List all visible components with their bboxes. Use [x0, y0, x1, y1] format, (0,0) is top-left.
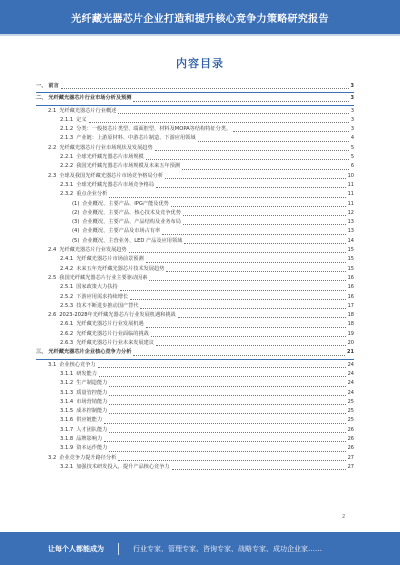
toc-entry-number: 2.5.3	[60, 302, 74, 309]
toc-entry[interactable]	[36, 361, 354, 370]
toc-entry[interactable]	[36, 227, 354, 236]
toc-entry-title: 生产制造能力	[76, 380, 108, 387]
toc-entry-title: 加强技术研发投入，提升产品核心竞争力	[76, 463, 170, 470]
toc-dot-leader	[183, 224, 346, 225]
toc-entry-title: 企业核心竞争力	[59, 361, 96, 368]
toc-entry-title: 国家政策大力扶持	[76, 284, 118, 291]
toc-entry-title: 全球光纤藏光器芯片市场竞争格局	[76, 181, 155, 188]
toc-entry-page: 24	[347, 389, 354, 396]
toc-entry-page: 3	[350, 95, 354, 102]
toc-entry-title: 成本控制能力	[76, 408, 108, 415]
toc-entry-page: 15	[347, 247, 354, 254]
toc-entry[interactable]	[36, 255, 354, 264]
toc-dot-leader	[155, 150, 349, 151]
toc-entry[interactable]	[36, 416, 354, 425]
toc-dot-leader	[146, 159, 349, 160]
toc-entry-number: 3.1.2	[60, 380, 74, 387]
toc-entry-number: 2.3	[48, 172, 57, 179]
toc-entry-number: 3.1.7	[60, 426, 74, 433]
toc-entry-number: 3.1	[48, 361, 57, 368]
toc-entry[interactable]	[36, 339, 354, 348]
toc-entry-number: 3.2.1	[60, 463, 74, 470]
toc-entry-page: 17	[347, 302, 354, 309]
toc-dot-leader	[156, 187, 346, 188]
toc-entry-page: 3	[350, 126, 354, 133]
toc-entry-page: 15	[347, 265, 354, 272]
toc-entry[interactable]	[36, 181, 354, 190]
toc-entry-title: 企业概况、主营业务、LED 产品及应用领域	[82, 237, 183, 244]
toc-entry-title: 光纤藏光器芯片行业面临的挑战	[76, 330, 149, 337]
toc-dot-leader	[109, 413, 345, 414]
toc-entry-page: 27	[347, 454, 354, 461]
toc-entry-page: 13	[347, 219, 354, 226]
toc-entry-page: 16	[347, 284, 354, 291]
toc-entry-number: 3.1.3	[60, 389, 74, 396]
toc-entry-page: 18	[347, 312, 354, 319]
toc-dot-leader	[109, 451, 345, 452]
toc-entry-title: 企业概况、主要产品、核心技术及竞争优势	[82, 209, 181, 216]
toc-entry-title: 2023-2028年光纤藏光器芯片行业发展机遇和挑战	[59, 312, 176, 319]
toc-entry-page: 16	[347, 274, 354, 281]
report-footer	[0, 532, 400, 565]
toc-entry[interactable]	[36, 274, 354, 283]
toc-entry-title: 定义	[76, 116, 87, 123]
toc-entry-number: (3)	[72, 219, 80, 226]
toc-entry-title: 技术不断进步推动国产替代	[76, 302, 139, 309]
toc-entry-title: 我国光纤藏光器芯片市场规模及未来五年预测	[76, 163, 180, 170]
toc-entry[interactable]	[36, 426, 354, 435]
toc-entry-page: 5	[350, 154, 354, 161]
toc-entry-page: 6	[350, 163, 354, 170]
toc-entry[interactable]	[36, 444, 354, 453]
toc-dot-leader	[133, 355, 345, 356]
report-title: 光纤藏光器芯片企业打造和提升核心竞争力策略研究报告	[71, 13, 329, 25]
toc-entry-title: 光纤藏光器芯片企业核心竞争力分析	[48, 349, 132, 356]
toc-entry[interactable]	[36, 144, 354, 153]
toc-entry-title: 质量管控能力	[76, 389, 108, 396]
toc-dot-leader	[165, 178, 346, 179]
toc-entry[interactable]	[36, 172, 354, 181]
toc-entry-page: 24	[347, 361, 354, 368]
toc-dot-leader	[182, 169, 349, 170]
toc-entry[interactable]	[36, 454, 354, 463]
toc-entry-number: 2.1	[48, 107, 57, 114]
toc-dot-leader	[109, 386, 345, 387]
toc-dot-leader	[104, 423, 345, 424]
toc-entry-title: 光纤藏光器芯片行业概述	[59, 107, 117, 114]
toc-entry-number: 2.3.1	[60, 181, 74, 188]
toc-entry[interactable]	[36, 200, 354, 209]
toc-dot-leader	[118, 460, 345, 461]
table-of-contents	[36, 82, 354, 472]
toc-entry-title: 企业竞争力提升路径分析	[59, 454, 117, 461]
toc-entry-page: 12	[347, 209, 354, 216]
toc-entry[interactable]	[36, 134, 354, 143]
toc-entry[interactable]	[36, 389, 354, 398]
toc-entry-page: 20	[347, 340, 354, 347]
toc-entry-number: 2.5.2	[60, 293, 74, 300]
toc-entry-number: 3.1.4	[60, 398, 74, 405]
toc-entry[interactable]	[36, 330, 354, 339]
toc-entry[interactable]	[36, 311, 354, 320]
toc-dot-leader	[133, 101, 348, 102]
toc-dot-leader	[178, 317, 346, 318]
toc-entry-number: 3.1.9	[60, 445, 74, 452]
toc-entry-title: 分类：一般按芯片类型、端面腔型、材料及MOPA等结构特征分类。	[76, 126, 232, 133]
toc-entry-page: 11	[347, 200, 354, 207]
toc-entry-page: 18	[347, 321, 354, 328]
toc-entry-page: 21	[347, 349, 354, 356]
toc-dot-leader	[99, 376, 346, 377]
toc-entry-number: 2.2.1	[60, 154, 74, 161]
toc-entry-title: 光纤藏光器芯片行业市场现状及发展趋势	[59, 144, 153, 151]
toc-entry-page: 3	[350, 83, 354, 89]
toc-entry[interactable]	[36, 398, 354, 407]
toc-entry-page: 13	[347, 228, 354, 235]
toc-dot-leader	[140, 308, 345, 309]
toc-entry-number: 2.5.1	[60, 284, 74, 291]
section-rule	[36, 92, 354, 93]
footer-slogan: 让每个人都能成为	[48, 544, 104, 553]
toc-entry-page: 3	[350, 107, 354, 114]
toc-dot-leader	[156, 345, 346, 346]
report-header	[0, 0, 400, 34]
toc-entry-page: 25	[347, 417, 354, 424]
toc-entry[interactable]	[36, 218, 354, 227]
toc-entry-title: 市场营销能力	[76, 398, 108, 405]
toc-entry-number: 2.6.3	[60, 340, 74, 347]
toc-dot-leader	[130, 299, 346, 300]
toc-entry-title: 光纤藏光器芯片行业发展机遇	[76, 321, 144, 328]
toc-entry-number: (4)	[72, 228, 80, 235]
toc-entry-number: 2.4.1	[60, 256, 74, 263]
toc-entry-number: 2.6	[48, 312, 57, 319]
toc-entry-title: 光纤藏光器芯片行业发展趋势	[59, 247, 127, 254]
toc-dot-leader	[98, 367, 346, 368]
toc-entry[interactable]	[36, 94, 354, 103]
toc-entry-page: 26	[347, 445, 354, 452]
toc-entry-title: 全球及我国光纤藏光器芯片市场竞争格局分析	[59, 172, 164, 179]
toc-entry-title: 企业概况、主要产品、产品结构及业务布局	[82, 219, 181, 226]
toc-entry-page: 14	[347, 237, 354, 244]
toc-entry-page: 25	[347, 398, 354, 405]
toc-entry[interactable]	[36, 302, 354, 311]
toc-dot-leader	[61, 88, 349, 89]
section-rule	[36, 359, 354, 360]
toc-entry[interactable]	[36, 246, 354, 255]
toc-entry[interactable]	[36, 348, 354, 357]
toc-entry-number: 2.5	[48, 274, 57, 281]
toc-dot-leader	[172, 469, 346, 470]
toc-heading: 内容目录	[176, 57, 224, 70]
toc-entry[interactable]	[36, 435, 354, 444]
toc-entry-page: 19	[347, 330, 354, 337]
toc-entry-number: (5)	[72, 237, 80, 244]
toc-entry-title: 资本运作能力	[76, 445, 108, 452]
toc-entry[interactable]	[36, 237, 354, 246]
toc-entry-number: 2.6.2	[60, 330, 74, 337]
toc-entry[interactable]	[36, 116, 354, 125]
toc-dot-leader	[109, 395, 345, 396]
toc-entry[interactable]	[36, 379, 354, 388]
toc-entry-page: 25	[347, 408, 354, 415]
toc-entry-number: 2.1.1	[60, 116, 74, 123]
toc-entry-page: 3	[350, 116, 354, 123]
toc-entry-title: 光纤藏光器芯片市场前景预测	[76, 256, 144, 263]
toc-entry-title: 人才团队能力	[76, 426, 108, 433]
toc-entry-number: 2.2.2	[60, 163, 74, 170]
toc-entry[interactable]	[36, 320, 354, 329]
toc-dot-leader	[146, 327, 346, 328]
toc-dot-leader	[118, 113, 348, 114]
toc-entry-page: 11	[347, 191, 354, 198]
toc-entry-title: 企业概况、主要产品及市场占有率	[82, 228, 161, 235]
toc-entry[interactable]	[36, 153, 354, 162]
toc-entry[interactable]	[36, 407, 354, 416]
toc-entry-title: 前言	[48, 83, 59, 89]
toc-entry-title: 全球光纤藏光器芯片市场规模	[76, 154, 144, 161]
toc-dot-leader	[233, 131, 349, 132]
toc-entry-page: 4	[350, 135, 354, 142]
toc-entry-number: 2.4	[48, 247, 57, 254]
toc-dot-leader	[162, 234, 345, 235]
toc-entry-number: 3.1.1	[60, 370, 74, 377]
toc-dot-leader	[104, 441, 345, 442]
toc-entry-number: 3.1.5	[60, 408, 74, 415]
toc-entry[interactable]	[36, 463, 354, 472]
toc-entry-number: 2.2	[48, 144, 57, 151]
toc-entry-number: 2.4.2	[60, 265, 74, 272]
toc-entry-title: 研发能力	[76, 370, 97, 377]
toc-entry[interactable]	[36, 293, 354, 302]
toc-entry[interactable]	[36, 209, 354, 218]
toc-entry-number: 3.1.8	[60, 435, 74, 442]
toc-dot-leader	[109, 404, 345, 405]
toc-entry-title: 供应链能力	[76, 417, 103, 424]
toc-dot-leader	[166, 271, 345, 272]
toc-entry-number: 2.6.1	[60, 321, 74, 328]
toc-entry-number: 一、	[36, 83, 47, 89]
toc-dot-leader	[120, 290, 346, 291]
toc-dot-leader	[183, 215, 346, 216]
toc-entry-title: 企业概况、主要产品、IPG产能及优势	[82, 200, 169, 207]
toc-entry-page: 26	[347, 426, 354, 433]
toc-entry[interactable]	[36, 125, 354, 134]
toc-entry[interactable]	[36, 265, 354, 274]
toc-entry-page: 24	[347, 370, 354, 377]
toc-entry-title: 下游应用需求持续增长	[76, 293, 129, 300]
toc-entry-page: 15	[347, 256, 354, 263]
toc-entry-title: 光纤藏光器芯片行业未来发展建议	[76, 340, 155, 347]
footer-tagline: 行业专家、管理专家、咨询专家、战略专家、成功企业家……	[133, 544, 322, 553]
toc-dot-leader	[198, 141, 349, 142]
footer-divider	[118, 543, 119, 555]
toc-dot-leader	[129, 252, 346, 253]
toc-dot-leader	[89, 122, 349, 123]
toc-entry-title: 未来五年光纤藏光器芯片技术发展趋势	[76, 265, 165, 272]
toc-dot-leader	[109, 197, 345, 198]
toc-entry-title: 我国光纤藏光器芯片行业主要驱动因素	[59, 274, 148, 281]
toc-entry-number: 2.1.3	[60, 135, 74, 142]
toc-entry-page: 5	[350, 144, 354, 151]
toc-dot-leader	[149, 280, 345, 281]
toc-entry-page: 24	[347, 380, 354, 387]
toc-entry-page: 11	[347, 181, 354, 188]
toc-dot-leader	[184, 243, 345, 244]
toc-entry[interactable]	[36, 370, 354, 379]
toc-entry-number: 2.3.2	[60, 191, 74, 198]
toc-dot-leader	[171, 206, 346, 207]
toc-entry-number: (2)	[72, 209, 80, 216]
toc-entry-page: 27	[347, 463, 354, 470]
toc-entry[interactable]	[36, 283, 354, 292]
toc-entry-page: 26	[347, 435, 354, 442]
header-divider	[0, 34, 400, 36]
toc-entry-number: 3.2	[48, 454, 57, 461]
toc-entry-page: 10	[347, 172, 354, 179]
toc-entry-title: 品牌影响力	[76, 435, 103, 442]
toc-entry-title: 光纤藏光器芯片行业市场分析及预测	[48, 95, 132, 102]
toc-entry-number: (1)	[72, 200, 80, 207]
toc-entry[interactable]	[36, 190, 354, 199]
toc-entry-page: 16	[347, 293, 354, 300]
toc-entry[interactable]	[36, 82, 354, 91]
toc-entry[interactable]	[36, 162, 354, 171]
toc-entry-number: 3.1.6	[60, 417, 74, 424]
toc-dot-leader	[109, 432, 345, 433]
toc-entry-number: 三、	[36, 349, 47, 356]
toc-dot-leader	[151, 336, 346, 337]
toc-entry-title: 产业链：上游原材料、中游芯片制造、下游应用领域	[76, 135, 196, 142]
toc-dot-leader	[146, 262, 346, 263]
section-rule	[36, 105, 354, 106]
toc-entry-title: 重点企业分析	[76, 191, 108, 198]
toc-entry-number: 2.1.2	[60, 126, 74, 133]
toc-entry-number: 二、	[36, 95, 47, 102]
page-number: 2	[342, 514, 346, 520]
toc-entry[interactable]	[36, 107, 354, 116]
